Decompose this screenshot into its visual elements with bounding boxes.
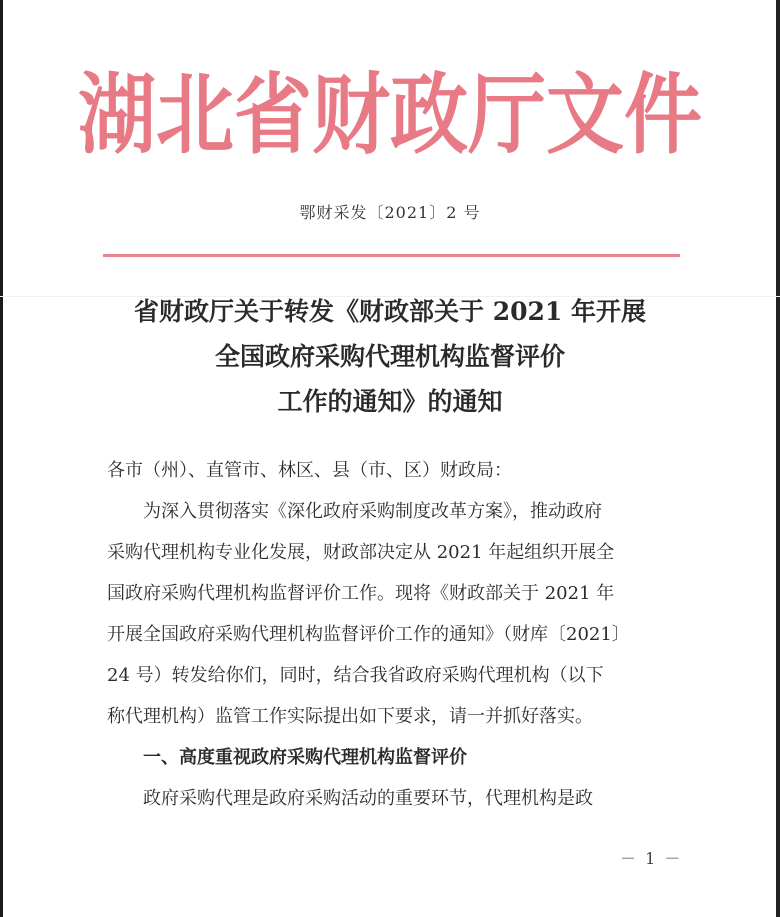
section-heading: 一、高度重视政府采购代理机构监督评价 [143, 747, 467, 768]
paragraph-line: 称代理机构）监管工作实际提出如下要求，请一并抓好落实。 [107, 706, 593, 727]
document-header-title: 湖北省财政厅文件 [77, 64, 702, 167]
page-number: － 1 － [620, 849, 683, 868]
paragraph-line: 采购代理机构专业化发展，财政部决定从 2021 年起组织开展全 [107, 542, 615, 563]
red-separator-rule [103, 254, 680, 257]
paragraph-line: 开展全国政府采购代理机构监督评价工作的通知》（财库〔2021〕 [107, 624, 630, 645]
document-body [107, 450, 673, 819]
paragraph-line: 24 号）转发给你们，同时，结合我省政府采购代理机构（以下 [107, 665, 604, 686]
paragraph-line: 为深入贯彻落实《深化政府采购制度改革方案》，推动政府 [143, 501, 602, 522]
paragraph-line: 国政府采购代理机构监督评价工作。现将《财政部关于 2021 年 [107, 583, 615, 604]
title-line: 工作的通知》的通知 [277, 387, 503, 416]
section-first-line: 政府采购代理是政府采购活动的重要环节，代理机构是政 [143, 788, 593, 809]
title-line: 全国政府采购代理机构监督评价 [214, 342, 565, 371]
document-number: 鄂财采发〔2021〕2 号 [299, 203, 481, 222]
document-title [0, 289, 780, 424]
title-line: 省财政厅关于转发《财政部关于 2021 年开展 [134, 297, 646, 326]
salutation: 各市（州）、直管市、林区、县（市、区）财政局： [107, 460, 512, 481]
